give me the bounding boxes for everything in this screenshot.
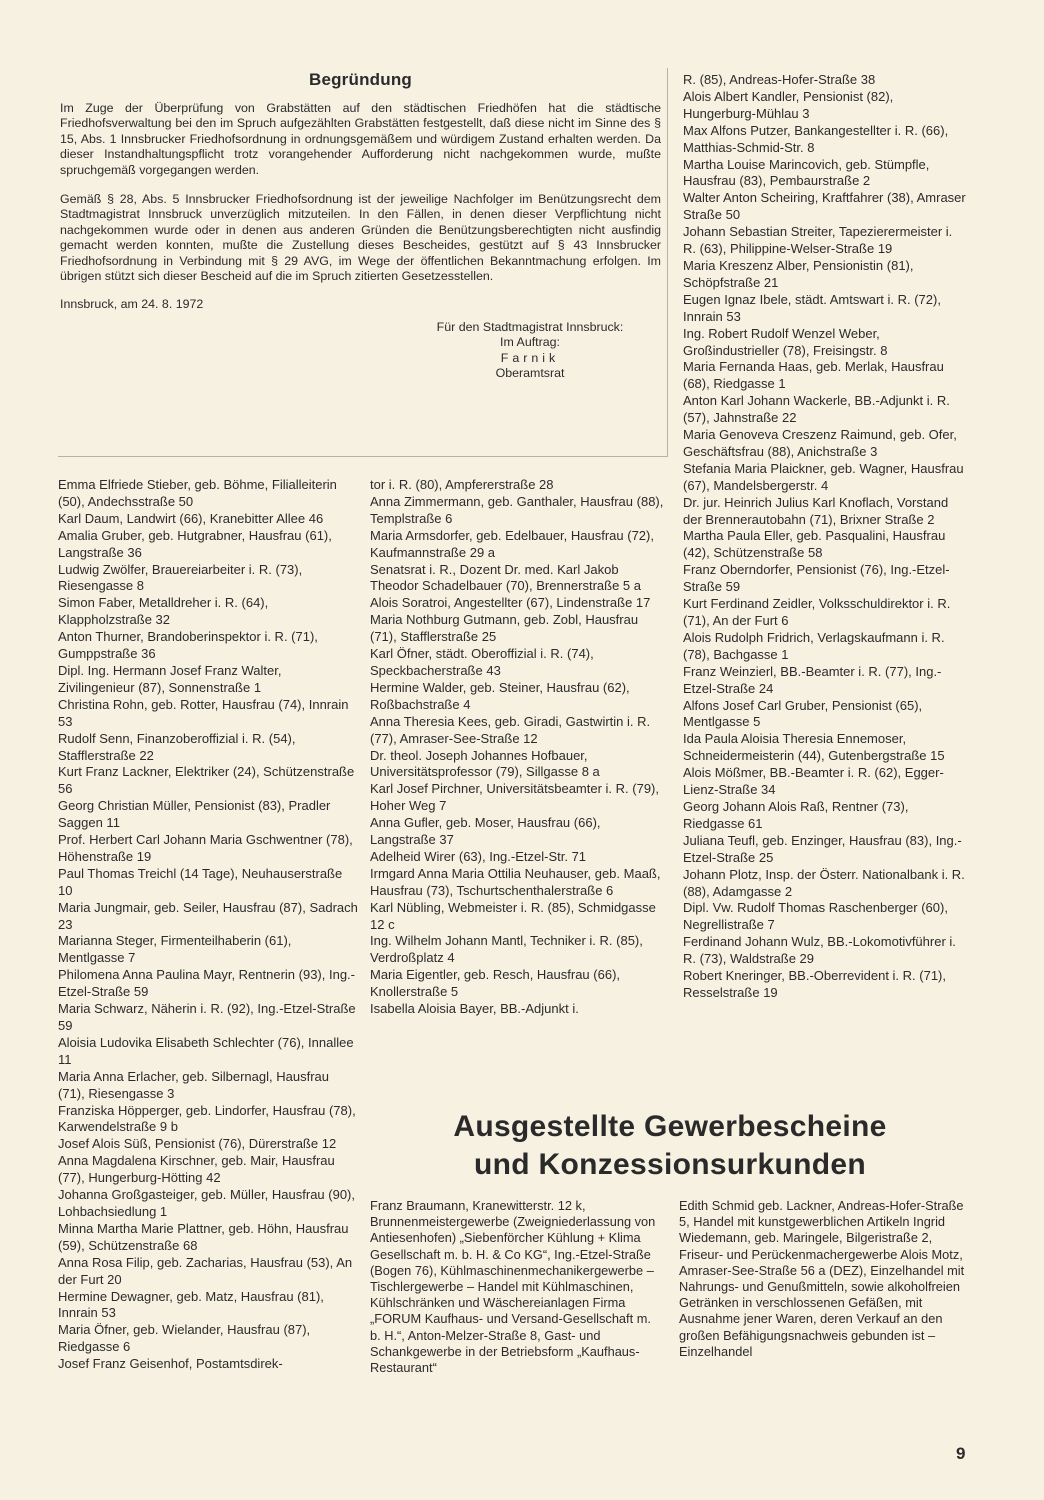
list-entry: Simon Faber, Metalldreher i. R. (64), Klappholzstraße 32 xyxy=(58,595,269,628)
list-entry: Maria Nothburg Gutmann, geb. Zobl, Hausfrau (71), Stafflerstraße 25 xyxy=(370,612,639,645)
list-entry: Christina Rohn, geb. Rotter, Hausfrau (74), Innrain 53 xyxy=(58,696,349,729)
section-divider-horizontal xyxy=(58,456,668,457)
column-divider-vertical xyxy=(667,68,668,456)
begruendung-section xyxy=(60,70,661,382)
list-entry: Johann Plotz, Insp. der Österr. Nationalbank i. R. (88), Adamgasse 2 xyxy=(683,866,965,899)
list-entry: Maria Genoveva Creszenz Raimund, geb. Ofer, Geschäftsfrau (88), Anichstraße 3 xyxy=(683,427,957,459)
list-entry: Martha Louise Marincovich, geb. Stümpfle, Hausfrau (83), Pembaurstraße 2 xyxy=(683,156,930,189)
list-entry: Rudolf Senn, Finanzoberoffizial i. R. (54), Stafflerstraße 22 xyxy=(58,730,296,763)
list-entry: Dipl. Ing. Hermann Josef Franz Walter, Zivilingenieur (87), Sonnenstraße 1 xyxy=(58,662,282,695)
signature-line-2: Im Auftrag: xyxy=(500,335,560,350)
name-list-column-2 xyxy=(370,477,666,1018)
list-entry: Anna Magdalena Kirschner, geb. Mair, Hausfrau (77), Hungerburg-Hötting 42 xyxy=(58,1153,335,1186)
signature-line-1: Für den Stadtmagistrat Innsbruck: xyxy=(436,319,624,334)
begruendung-title: Begründung xyxy=(308,70,413,89)
list-entry: Max Alfons Putzer, Bankangestellter i. R. (66), Matthias-Schmid-Str. 8 xyxy=(683,122,949,155)
list-entry: Senatsrat i. R., Dozent Dr. med. Karl Jakob Theodor Schadelbauer (70), Brennerstraße 5 a xyxy=(370,561,641,594)
list-entry: Martha Paula Eller, geb. Pasqualini, Hausfrau (42), Schützenstraße 58 xyxy=(683,528,946,561)
list-entry: Stefania Maria Plaickner, geb. Wagner, Hausfrau (67), Mandelsbergerstr. 4 xyxy=(683,460,964,493)
list-entry: Dr. theol. Joseph Johannes Hofbauer, Universitätsprofessor (79), Sillgasse 8 a xyxy=(370,747,600,780)
list-entry: Maria Jungmair, geb. Seiler, Hausfrau (87), Sadrach 23 xyxy=(58,899,358,932)
list-entry: Aloisia Ludovika Elisabeth Schlechter (76), Innallee 11 xyxy=(58,1034,354,1067)
list-entry: tor i. R. (80), Ampfererstraße 28 xyxy=(370,477,554,492)
list-entry: Karl Daum, Landwirt (66), Kranebitter Allee 46 xyxy=(58,510,324,526)
list-entry: Alois Mößmer, BB.-Beamter i. R. (62), Egger-Lienz-Straße 34 xyxy=(683,765,944,798)
list-entry: Franziska Höpperger, geb. Lindorfer, Hausfrau (78), Karwendelstraße 9 b xyxy=(58,1102,356,1135)
signature-name: Farnik xyxy=(500,350,560,365)
list-entry: Josef Alois Süß, Pensionist (76), Dürerstraße 12 xyxy=(58,1136,337,1152)
list-entry: Minna Martha Marie Plattner, geb. Höhn, Hausfrau (59), Schützenstraße 68 xyxy=(58,1220,349,1253)
begruendung-paragraph-2: Gemäß § 28, Abs. 5 Innsbrucker Friedhofsordnung ist der jeweilige Nachfolger im Benützungsrecht dem Stadtmagistrat Innsbruck unverzüglich mitzuteilen. In den Fällen, in denen dieser Verpflichtung nicht nachgekommen wurde oder in denen aus anderen Gründen die Benützungsberechtigten nicht ausfindig gemacht werden konnten, mußte die Zustellung dieses Bescheides, gestützt auf § 43 Innsbrucker Friedhofsordnung in Verbindung mit § 29 AVG, im Wege der öffentlichen Bekanntmachung erfolgen. Im übrigen stützt sich dieser Bescheid auf die im Spruch zitierten Gesetzesstellen. xyxy=(60,192,661,284)
gewerbe-entries-right: Edith Schmid geb. Lackner, Andreas-Hofer-Straße 5, Handel mit kunstgewerblichen Artikeln Ingrid Wiedemann, geb. Maringele, Bilgeristraße 2, Friseur- und Perückenmachergewerbe Alois Motz, Amraser-See-Straße 56 a (DEZ), Einzelhandel mit Nahrungs- und Genußmitteln, sowie alkoholfreien Getränken in verschlossenen Gefäßen, mit Ausnahme jener Waren, deren Verkauf an den großen Befähigungsnachweis gebunden ist – Einzelhandel xyxy=(679,1198,965,1359)
list-entry: Maria Anna Erlacher, geb. Silbernagl, Hausfrau (71), Riesengasse 3 xyxy=(58,1068,329,1101)
begruendung-paragraph-1: Im Zuge der Überprüfung von Grabstätten auf den städtischen Friedhöfen hat die städtische Friedhofsverwaltung bei den im Spruch aufgezählten Grabstätten festgestellt, daß diese nicht im Sinne des § 15, Abs. 1 Innsbrucker Friedhofsordnung in ordnungsgemäßem und würdigem Zustand erhalten werden. Da dieser Instandhaltungspflicht trotz vorangehender Aufforderung nicht nachgekommen wurde, mußte spruchgemäß vorgegangen werden. xyxy=(60,101,661,177)
list-entry: Anna Theresia Kees, geb. Giradi, Gastwirtin i. R. (77), Amraser-See-Straße 12 xyxy=(370,713,651,746)
signature-title: Oberamtsrat xyxy=(495,366,565,381)
list-entry: Kurt Franz Lackner, Elektriker (24), Schützenstraße 56 xyxy=(58,764,355,797)
list-entry: Ida Paula Aloisia Theresia Ennemoser, Schneidermeisterin (44), Gutenbergstraße 15 xyxy=(683,731,945,764)
list-entry: Maria Öfner, geb. Wielander, Hausfrau (87), Riedgasse 6 xyxy=(58,1322,311,1355)
list-entry: Hermine Walder, geb. Steiner, Hausfrau (62), Roßbachstraße 4 xyxy=(370,679,630,712)
list-entry: Karl Nübling, Webmeister i. R. (85), Schmidgasse 12 c xyxy=(370,899,656,932)
list-entry: Isabella Aloisia Bayer, BB.-Adjunkt i. xyxy=(370,1001,579,1017)
list-entry: Ludwig Zwölfer, Brauereiarbeiter i. R. (73), Riesengasse 8 xyxy=(58,561,303,594)
gewerbe-column-left xyxy=(370,1198,662,1376)
list-entry: Georg Johann Alois Raß, Rentner (73), Riedgasse 61 xyxy=(683,798,909,831)
list-entry: Prof. Herbert Carl Johann Maria Gschwentner (78), Höhenstraße 19 xyxy=(58,832,353,864)
list-entry: Franz Weinzierl, BB.-Beamter i. R. (77), Ing.-Etzel-Straße 24 xyxy=(683,663,942,696)
list-entry: Kurt Ferdinand Zeidler, Volksschuldirektor i. R. (71), An der Furt 6 xyxy=(683,596,951,628)
list-entry: Eugen Ignaz Ibele, städt. Amtswart i. R. (72), Innrain 53 xyxy=(683,291,941,324)
list-entry: Josef Franz Geisenhof, Postamtsdirek- xyxy=(58,1356,283,1372)
gewerbe-heading-line-2: und Konzessionsurkunden xyxy=(474,1148,866,1181)
list-entry: Anton Thurner, Brandoberinspektor i. R. (71), Gumppstraße 36 xyxy=(58,629,318,662)
gewerbe-entries-left: Franz Braumann, Kranewitterstr. 12 k, Brunnenmeistergewerbe (Zweigniederlassung von Antiesenhofen) „Siebenförcher Kühlung + Klima Gesellschaft m. b. H. & Co KG“, Ing.-Etzel-Straße (Bogen 76), Kühlmaschinenmechanikergewerbe – Tischlergewerbe – Handel mit Kühlmaschinen, Kühlschränken und Wäschereianlagen Firma „FORUM Kaufhaus- und Versand-Gesellschaft m. b. H.“, Anton-Melzer-Straße 8, Gast- und Schankgewerbe in der Betriebsform „Kaufhaus-Restaurant“ xyxy=(370,1198,656,1376)
list-entry: Ing. Wilhelm Johann Mantl, Techniker i. R. (85), Verdroßplatz 4 xyxy=(370,933,643,966)
list-entry: Alois Soratroi, Angestellter (67), Lindenstraße 17 xyxy=(370,595,651,611)
list-entry: Alois Rudolph Fridrich, Verlagskaufmann i. R. (78), Bachgasse 1 xyxy=(683,629,945,662)
list-entry: Ferdinand Johann Wulz, BB.-Lokomotivführer i. R. (73), Waldstraße 29 xyxy=(683,934,956,967)
page-number: 9 xyxy=(956,1444,966,1463)
list-entry: Franz Oberndorfer, Pensionist (76), Ing.-Etzel-Straße 59 xyxy=(683,562,950,595)
gewerbe-column-right xyxy=(679,1198,966,1360)
list-entry: Maria Kreszenz Alber, Pensionistin (81), Schöpfstraße 21 xyxy=(683,257,914,290)
list-entry: Paul Thomas Treichl (14 Tage), Neuhauserstraße 10 xyxy=(58,865,343,898)
list-entry: R. (85), Andreas-Hofer-Straße 38 xyxy=(683,72,876,87)
list-entry: Dipl. Vw. Rudolf Thomas Raschenberger (60), Negrellistraße 7 xyxy=(683,900,948,933)
list-entry: Karl Öfner, städt. Oberoffizial i. R. (74), Speckbacherstraße 43 xyxy=(370,646,594,678)
list-entry: Robert Kneringer, BB.-Oberrevident i. R. (71), Resselstraße 19 xyxy=(683,968,947,1000)
list-entry: Anna Zimmermann, geb. Ganthaler, Hausfrau (88), Templstraße 6 xyxy=(370,493,664,526)
list-entry: Emma Elfriede Stieber, geb. Böhme, Filialleiterin (50), Andechsstraße 50 xyxy=(58,477,337,509)
list-entry: Ing. Robert Rudolf Wenzel Weber, Großindustrieller (78), Freisingstr. 8 xyxy=(683,325,888,358)
list-entry: Maria Eigentler, geb. Resch, Hausfrau (66), Knollerstraße 5 xyxy=(370,967,621,1000)
list-entry: Alois Albert Kandler, Pensionist (82), Hungerburg-Mühlau 3 xyxy=(683,88,894,121)
name-list-column-3 xyxy=(683,72,968,1002)
list-entry: Philomena Anna Paulina Mayr, Rentnerin (93), Ing.-Etzel-Straße 59 xyxy=(58,967,356,1000)
list-entry: Irmgard Anna Maria Ottilia Neuhauser, geb. Maaß, Hausfrau (73), Tschurtschenthalerstraße 6 xyxy=(370,865,661,898)
list-entry: Anton Karl Johann Wackerle, BB.-Adjunkt i. R. (57), Jahnstraße 22 xyxy=(683,393,950,426)
list-entry: Dr. jur. Heinrich Julius Karl Knoflach, Vorstand der Brennerautobahn (71), Brixner Straße 2 xyxy=(683,494,949,527)
place-date: Innsbruck, am 24. 8. 1972 xyxy=(60,297,204,312)
list-entry: Johanna Großgasteiger, geb. Müller, Hausfrau (90), Lohbachsiedlung 1 xyxy=(58,1187,355,1219)
list-entry: Anna Rosa Filip, geb. Zacharias, Hausfrau (53), An der Furt 20 xyxy=(58,1254,353,1287)
signature-block xyxy=(395,320,665,382)
list-entry: Georg Christian Müller, Pensionist (83), Pradler Saggen 11 xyxy=(58,798,331,831)
list-entry: Maria Armsdorfer, geb. Edelbauer, Hausfrau (72), Kaufmannstraße 29 a xyxy=(370,527,654,560)
gewerbe-heading-line-1: Ausgestellte Gewerbescheine xyxy=(453,1110,887,1143)
list-entry: Walter Anton Scheiring, Kraftfahrer (38), Amraser Straße 50 xyxy=(683,190,966,223)
list-entry: Anna Gufler, geb. Moser, Hausfrau (66), Langstraße 37 xyxy=(370,815,601,848)
gewerbe-heading xyxy=(370,1108,970,1184)
name-list-column-1 xyxy=(58,477,358,1373)
list-entry: Adelheid Wirer (63), Ing.-Etzel-Str. 71 xyxy=(370,848,587,864)
list-entry: Johann Sebastian Streiter, Tapezierermeister i. R. (63), Philippine-Welser-Straße 19 xyxy=(683,224,953,257)
list-entry: Juliana Teufl, geb. Enzinger, Hausfrau (83), Ing.-Etzel-Straße 25 xyxy=(683,832,962,865)
list-entry: Hermine Dewagner, geb. Matz, Hausfrau (81), Innrain 53 xyxy=(58,1288,324,1321)
list-entry: Amalia Gruber, geb. Hutgrabner, Hausfrau (61), Langstraße 36 xyxy=(58,527,332,560)
list-entry: Maria Schwarz, Näherin i. R. (92), Ing.-Etzel-Straße 59 xyxy=(58,1001,356,1033)
list-entry: Alfons Josef Carl Gruber, Pensionist (65), Mentlgasse 5 xyxy=(683,697,923,730)
list-entry: Maria Fernanda Haas, geb. Merlak, Hausfrau (68), Riedgasse 1 xyxy=(683,359,944,392)
list-entry: Marianna Steger, Firmenteilhaberin (61), Mentlgasse 7 xyxy=(58,933,292,966)
list-entry: Karl Josef Pirchner, Universitätsbeamter i. R. (79), Hoher Weg 7 xyxy=(370,781,659,814)
